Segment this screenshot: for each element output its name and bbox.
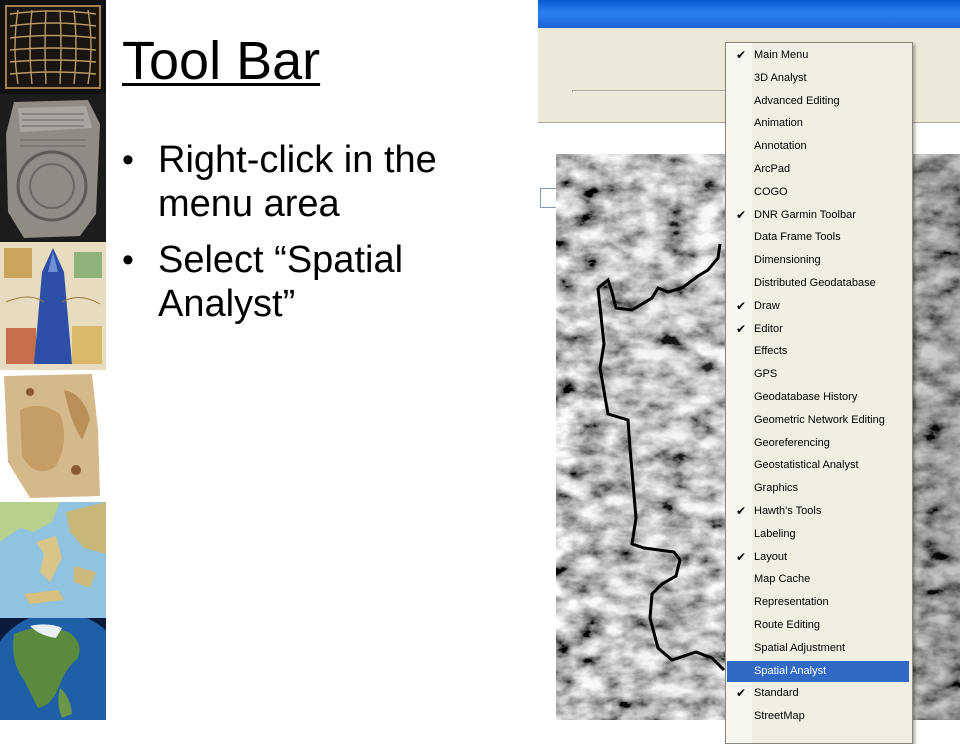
- menu-item-dimensioning[interactable]: [727, 250, 909, 271]
- grid-map-thumbnail: [0, 0, 106, 94]
- menu-item-label: Annotation: [754, 140, 807, 153]
- menu-item-3d-analyst[interactable]: [727, 68, 909, 89]
- checkmark-icon: ✔: [735, 549, 747, 564]
- menu-item-spatial-analyst[interactable]: [727, 661, 909, 682]
- bullet-item: [120, 238, 520, 326]
- parchment-map-thumbnail: [0, 370, 106, 502]
- menu-item-label: Graphics: [754, 482, 799, 495]
- menu-item-geostatistical-analyst[interactable]: [727, 455, 909, 476]
- menu-item-streetmap[interactable]: [727, 706, 909, 727]
- tower-map-thumbnail: [0, 242, 106, 370]
- menu-item-data-frame-tools[interactable]: [727, 227, 909, 248]
- menu-item-label: ArcPad: [754, 163, 791, 175]
- window-titlebar: [538, 0, 960, 28]
- menu-item-annotation[interactable]: [727, 136, 909, 157]
- menu-item-advanced-editing[interactable]: [727, 91, 909, 112]
- menu-item-label: Advanced Editing: [754, 94, 840, 107]
- bullet-icon: •: [122, 141, 134, 179]
- clay-tablet-map-thumbnail: [0, 94, 106, 242]
- menu-item-labeling[interactable]: [727, 524, 909, 545]
- menu-item-georeferencing[interactable]: [727, 433, 909, 454]
- menu-item-layout[interactable]: [727, 547, 909, 568]
- menu-item-label: Standard: [754, 687, 799, 700]
- menu-item-geodatabase-history[interactable]: [727, 387, 909, 408]
- menu-item-hawth-s-tools[interactable]: [727, 501, 909, 522]
- menu-item-label: Spatial Analyst: [754, 664, 827, 677]
- menu-item-distributed-geodatabase[interactable]: [727, 273, 909, 294]
- menu-item-standard[interactable]: [727, 683, 909, 704]
- menu-item-label: Effects: [754, 345, 788, 358]
- menu-item-arcpad[interactable]: [727, 159, 909, 180]
- bullet-text: Select “Spatial Analyst”: [158, 239, 404, 325]
- menu-item-gps[interactable]: [727, 364, 909, 385]
- menu-item-main-menu[interactable]: [727, 45, 909, 66]
- bullet-item: [120, 138, 520, 226]
- checkmark-icon: ✔: [735, 207, 747, 222]
- menu-item-draw[interactable]: [727, 296, 909, 317]
- checkmark-icon: ✔: [735, 504, 747, 518]
- menu-item-label: Draw: [754, 299, 780, 312]
- menu-item-label: Data Frame Tools: [754, 231, 841, 244]
- menu-item-effects[interactable]: [727, 341, 909, 362]
- relief-map-thumbnail: [0, 502, 106, 618]
- menu-item-map-cache[interactable]: [727, 569, 909, 590]
- menu-item-label: Hawth's Tools: [754, 505, 822, 517]
- menu-item-spatial-adjustment[interactable]: [727, 638, 909, 659]
- menu-item-geometric-network-editing[interactable]: [727, 410, 909, 431]
- menu-item-animation[interactable]: [727, 113, 909, 134]
- menu-item-label: Dimensioning: [754, 254, 821, 267]
- menu-item-editor[interactable]: [727, 319, 909, 340]
- checkmark-icon: ✔: [735, 321, 747, 336]
- menu-item-label: Geostatistical Analyst: [754, 459, 859, 472]
- menu-item-label: Spatial Adjustment: [754, 641, 846, 654]
- menu-item-graphics[interactable]: [727, 478, 909, 499]
- menu-item-label: Map Cache: [754, 573, 811, 586]
- slide-title: Tool Bar: [122, 31, 321, 91]
- menu-item-label: Representation: [754, 596, 829, 609]
- bullet-icon: •: [122, 241, 134, 279]
- menu-item-label: Georeferencing: [754, 436, 830, 449]
- menu-item-label: 3D Analyst: [754, 71, 807, 84]
- menu-item-cogo[interactable]: [727, 182, 909, 203]
- bullet-list: [120, 138, 520, 338]
- checkmark-icon: ✔: [735, 48, 747, 62]
- menu-item-representation[interactable]: [727, 592, 909, 613]
- menu-item-label: GPS: [754, 368, 778, 381]
- menu-item-route-editing[interactable]: [727, 615, 909, 636]
- checkmark-icon: ✔: [735, 298, 747, 313]
- menu-item-label: StreetMap: [754, 710, 805, 723]
- map-image-strip: [0, 0, 106, 720]
- menu-item-label: DNR Garmin Toolbar: [754, 208, 856, 221]
- menu-item-dnr-garmin-toolbar[interactable]: [727, 205, 909, 226]
- menu-item-label: Geodatabase History: [754, 391, 858, 403]
- menu-item-label: Labeling: [754, 527, 796, 540]
- menu-item-label: Layout: [754, 550, 788, 563]
- menu-item-label: Editor: [754, 322, 783, 335]
- globe-thumbnail: [0, 618, 106, 720]
- checkmark-icon: ✔: [735, 686, 747, 701]
- menu-item-label: Route Editing: [754, 619, 821, 631]
- menu-item-label: Distributed Geodatabase: [754, 277, 876, 289]
- menu-item-label: Animation: [754, 117, 803, 130]
- toolbars-context-menu: [725, 42, 913, 744]
- menu-item-label: Main Menu: [754, 49, 809, 61]
- menu-item-label: Geometric Network Editing: [754, 413, 885, 426]
- menu-item-label: COGO: [754, 185, 788, 198]
- bullet-text: Right-click in the menu area: [158, 139, 437, 225]
